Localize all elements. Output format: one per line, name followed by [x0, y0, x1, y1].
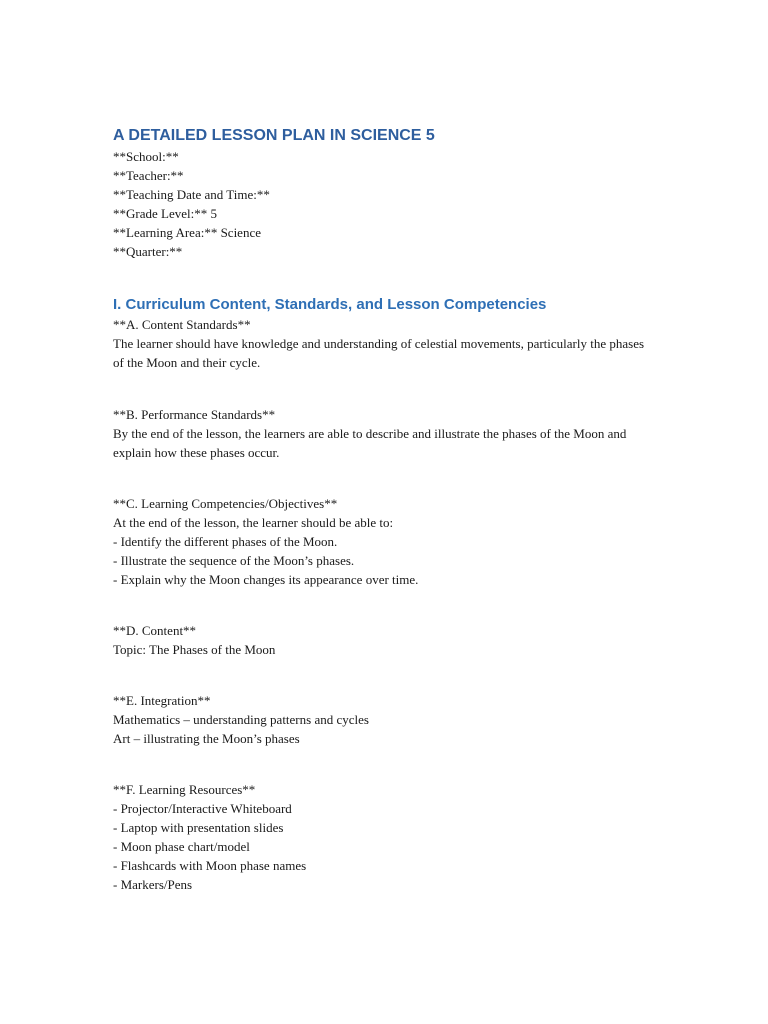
grade-level-field: **Grade Level:** 5 — [113, 206, 217, 221]
list-item: Mathematics – understanding patterns and cycles — [113, 712, 369, 728]
resources-label: **F. Learning Resources** — [113, 782, 256, 798]
content-topic: Topic: The Phases of the Moon — [113, 642, 276, 658]
school-field: **School:** — [113, 149, 179, 164]
list-item: - Moon phase chart/model — [113, 839, 250, 855]
competencies-intro: At the end of the lesson, the learner should be able to: — [113, 515, 394, 531]
teacher-field: **Teacher:** — [113, 168, 184, 183]
document-title: A DETAILED LESSON PLAN IN SCIENCE 5 — [113, 127, 435, 144]
lesson-plan-document — [113, 125, 658, 894]
quarter-field: **Quarter:** — [113, 244, 183, 259]
section-heading: I. Curriculum Content, Standards, and Lesson Competencies — [113, 296, 547, 313]
list-item: - Identify the different phases of the Moon. — [113, 534, 338, 550]
content-standards — [113, 315, 658, 373]
performance-standards — [113, 405, 658, 463]
teaching-date-field: **Teaching Date and Time:** — [113, 187, 270, 202]
learning-competencies — [113, 494, 658, 589]
header-fields — [113, 147, 658, 261]
content-label: **D. Content** — [113, 623, 197, 639]
learning-area-field: **Learning Area:** Science — [113, 225, 261, 240]
list-item: - Laptop with presentation slides — [113, 820, 284, 836]
performance-standards-label: **B. Performance Standards** — [113, 406, 276, 422]
integration-label: **E. Integration** — [113, 693, 211, 709]
list-item: - Projector/Interactive Whiteboard — [113, 801, 292, 817]
competencies-label: **C. Learning Competencies/Objectives** — [113, 496, 338, 512]
performance-standards-text: By the end of the lesson, the learners are able to describe and illustrate the phases of the Moon and explain how these phases occur. — [113, 425, 627, 460]
learning-resources — [113, 780, 658, 894]
list-item: - Illustrate the sequence of the Moon’s phases. — [113, 553, 355, 569]
content-standards-text: The learner should have knowledge and understanding of celestial movements, particularly the phases of the Moon and their cycle. — [113, 336, 645, 371]
list-item: - Explain why the Moon changes its appearance over time. — [113, 572, 419, 588]
content-standards-label: **A. Content Standards** — [113, 317, 251, 332]
list-item: Art – illustrating the Moon’s phases — [113, 731, 300, 747]
list-item: - Flashcards with Moon phase names — [113, 858, 307, 874]
integration-section — [113, 691, 658, 748]
list-item: - Markers/Pens — [113, 877, 193, 893]
content-section — [113, 621, 658, 659]
